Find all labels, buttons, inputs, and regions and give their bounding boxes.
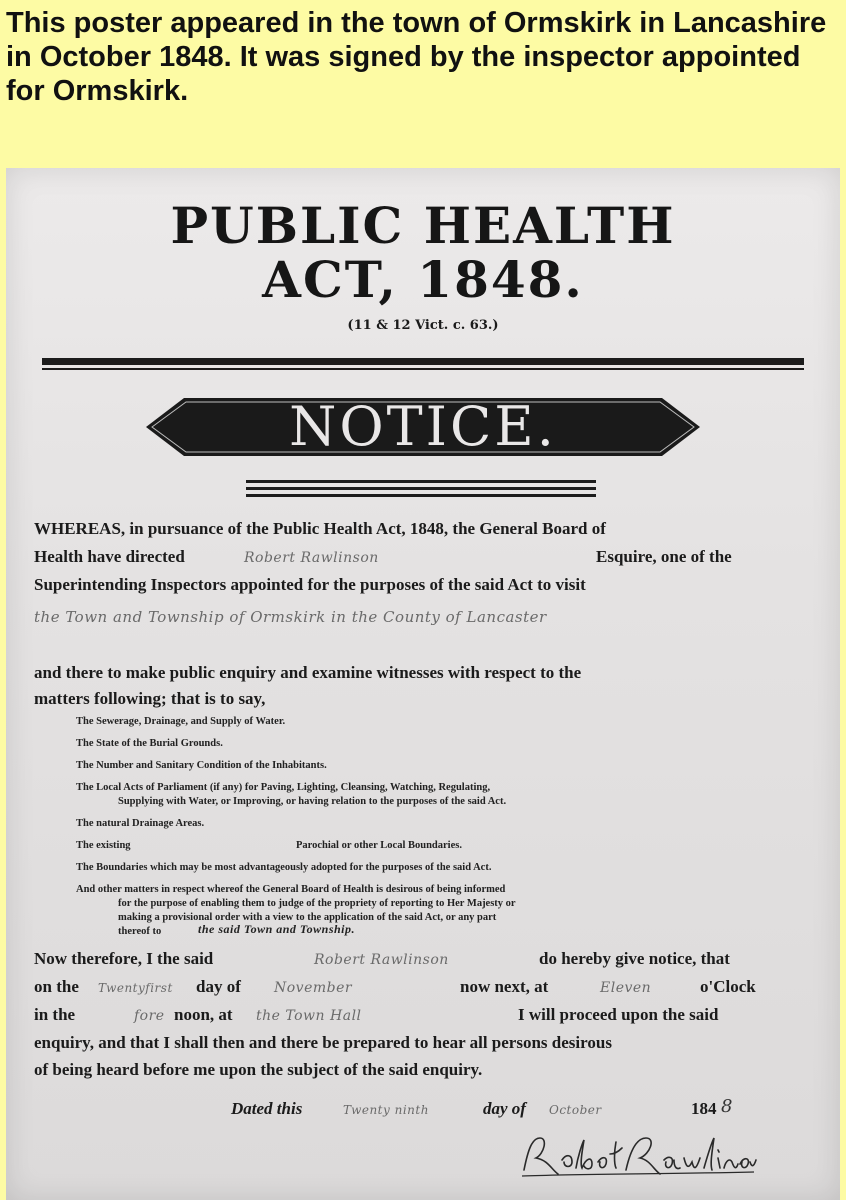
p1-line1: WHEREAS, in pursuance of the Public Health Act, 1848, the General Board of — [34, 519, 606, 538]
notice-heading: NOTICE. — [289, 395, 557, 458]
p1-line2-text-a: Health have directed — [34, 547, 185, 566]
item-drainage-areas: The natural Drainage Areas. — [76, 818, 205, 829]
handwritten-town-township: the said Town and Township. — [198, 922, 356, 936]
p3-line3 — [34, 1004, 769, 1026]
poster — [6, 168, 840, 1200]
signature-drawing — [518, 1130, 758, 1180]
p3-line5: of being heard before me upon the subject of the said enquiry. — [34, 1060, 483, 1079]
handwritten-inspector-name: Robert Rawlinson — [244, 550, 379, 566]
handwritten-place: the Town and Township of Ormskirk in the County of Lancaster — [34, 608, 547, 626]
p3-line1-text-b: do hereby give notice, that — [539, 949, 730, 968]
p3-line1-text-a: Now therefore, I the said — [34, 949, 214, 968]
notice-banner — [146, 395, 700, 458]
dated-year: 184 — [691, 1099, 717, 1118]
p1-line2 — [34, 546, 769, 568]
inspector-signature — [518, 1130, 758, 1180]
p3-line4: enquiry, and that I shall then and there be prepared to hear all persons desirous — [34, 1033, 612, 1052]
item-other-matters-cont2: making a provisional order with a view to the application of the said Act, or any part — [118, 912, 497, 923]
p3-line3-text-a: in the — [34, 1005, 76, 1024]
item-sewerage: The Sewerage, Drainage, and Supply of Water. — [76, 716, 286, 727]
divider-below-2 — [246, 487, 596, 490]
caption: This poster appeared in the town of Ormskirk in Lancashire in October 1848. It was signed by the inspector appointed for Ormskirk. — [6, 7, 827, 107]
item-local-acts: The Local Acts of Parliament (if any) for Paving, Lighting, Cleansing, Watching, Regulating, — [76, 782, 491, 793]
handwritten-day: Twentyfirst — [98, 981, 173, 995]
handwritten-year-digit: 8 — [721, 1096, 733, 1117]
p2-line1: and there to make public enquiry and examine witnesses with respect to the — [34, 663, 582, 682]
p3-line2 — [34, 976, 769, 998]
p1-line2-text-b: Esquire, one of the — [596, 547, 732, 566]
item-burial-grounds: The State of the Burial Grounds. — [76, 738, 223, 749]
divider-below-1 — [246, 480, 596, 483]
handwritten-dated-month: October — [549, 1103, 602, 1117]
act-citation: (11 & 12 Vict. c. 63.) — [347, 318, 499, 333]
p1-line3: Superintending Inspectors appointed for the purposes of the said Act to visit — [34, 575, 586, 594]
p3-line2-text-d: o'Clock — [700, 977, 756, 996]
handwritten-venue: the Town Hall — [256, 1008, 362, 1024]
poster-title-line1: PUBLIC HEALTH — [170, 196, 676, 255]
handwritten-month: November — [274, 980, 353, 996]
item-inhabitants: The Number and Sanitary Condition of the Inhabitants. — [76, 760, 327, 771]
handwritten-dated-day: Twenty ninth — [343, 1103, 429, 1117]
p3-line2-text-a: on the — [34, 977, 79, 996]
handwritten-inspector-name-2: Robert Rawlinson — [314, 952, 449, 968]
dated-text-b: day of — [483, 1099, 526, 1118]
item-existing: The existing — [76, 840, 131, 851]
handwritten-fore: fore — [134, 1008, 165, 1024]
handwritten-hour: Eleven — [600, 980, 652, 996]
dated-line — [231, 1098, 771, 1120]
item-other-matters: And other matters in respect whereof the General Board of Health is desirous of being informed — [76, 884, 506, 895]
item-other-matters-cont1: for the purpose of enabling them to judge of the propriety of reporting to Her Majesty or — [118, 898, 516, 909]
p3-line3-text-b: noon, at — [174, 1005, 233, 1024]
p3-line2-text-b: day of — [196, 977, 241, 996]
p3-line3-text-c: I will proceed upon the said — [518, 1005, 719, 1024]
item-boundaries-existing: Parochial or other Local Boundaries. — [296, 840, 462, 851]
dated-text-a: Dated this — [231, 1099, 303, 1118]
item-other-matters-cont3: thereof to — [118, 926, 162, 937]
p2-line2: matters following; that is to say, — [34, 689, 266, 708]
item-boundaries-adopted: The Boundaries which may be most advantageously adopted for the purposes of the said Act. — [76, 862, 492, 873]
p3-line1 — [34, 948, 769, 970]
p3-line2-text-c: now next, at — [460, 977, 549, 996]
divider-thick — [42, 358, 804, 365]
poster-title-line2: ACT, 1848. — [262, 250, 584, 309]
divider-below-3 — [246, 494, 596, 497]
item-local-acts-cont: Supplying with Water, or Improving, or having relation to the purposes of the said Act. — [118, 796, 507, 807]
divider-thin — [42, 368, 804, 370]
